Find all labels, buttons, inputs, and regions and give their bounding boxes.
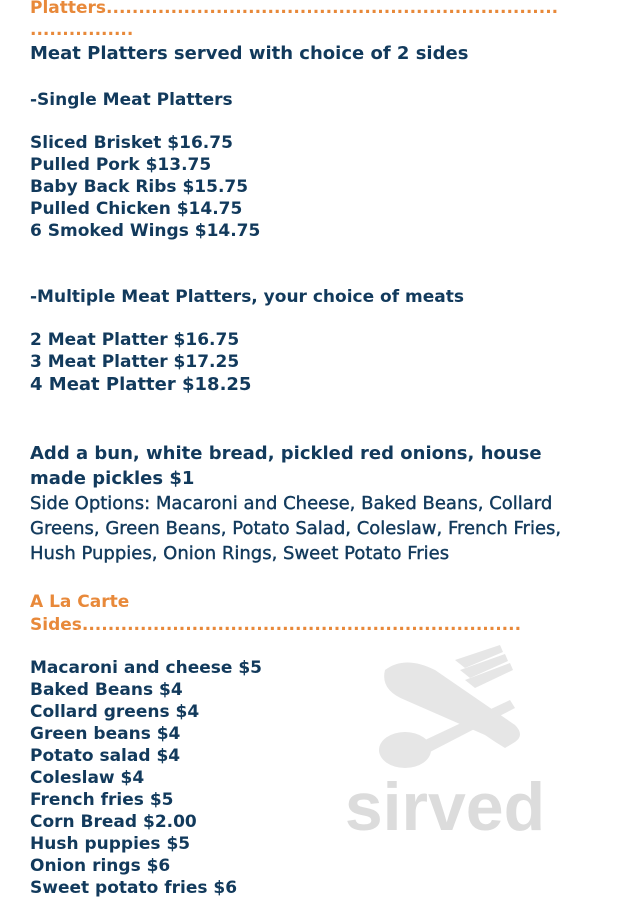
list-item: Sweet potato fries $6 — [30, 878, 238, 898]
fork-spoon-icon — [379, 645, 520, 768]
platters-heading — [30, 0, 558, 18]
multiple-heading: -Multiple Meat Platters, your choice of meats — [30, 287, 465, 307]
single-heading: -Single Meat Platters — [30, 90, 233, 110]
platters-dots-line2: ................ — [30, 20, 134, 40]
sides-dots: .................................................................... — [81, 615, 522, 635]
list-item: Pulled Pork $13.75 — [30, 155, 212, 175]
list-item: Sliced Brisket $16.75 — [30, 133, 233, 153]
sirved-watermark — [325, 630, 565, 840]
list-item: Pulled Chicken $14.75 — [30, 199, 243, 219]
list-item: 2 Meat Platter $16.75 — [30, 330, 240, 350]
list-item: Macaroni and cheese $5 — [30, 658, 262, 678]
list-item: Onion rings $6 — [30, 856, 171, 876]
alacarte-label: A La Carte — [30, 592, 130, 612]
list-item: Baby Back Ribs $15.75 — [30, 177, 249, 197]
served-note: Meat Platters served with choice of 2 sides — [30, 43, 469, 64]
list-item: Baked Beans $4 — [30, 680, 183, 700]
list-item: Potato salad $4 — [30, 746, 181, 766]
list-item: Coleslaw $4 — [30, 768, 145, 788]
side-options: Side Options: Macaroni and Cheese, Baked Beans, Collard Greens, Green Beans, Potato Salad, Coleslaw, French Fries, Hush Puppies, Onion Rings, Sweet Potato Fries — [30, 493, 562, 564]
list-item: Hush puppies $5 — [30, 834, 191, 854]
list-item: 6 Smoked Wings $14.75 — [30, 221, 261, 241]
list-item: 4 Meat Platter $18.25 — [30, 374, 252, 395]
addons-text: Add a bun, white bread, pickled red onions, house made pickles $1 — [30, 443, 542, 489]
platters-label: Platters — [30, 0, 107, 18]
list-item: 3 Meat Platter $17.25 — [30, 352, 240, 372]
list-item: Green beans $4 — [30, 724, 181, 744]
list-item: French fries $5 — [30, 790, 174, 810]
watermark-text: sirved — [344, 769, 546, 840]
list-item: Corn Bread $2.00 — [30, 812, 197, 832]
list-item: Collard greens $4 — [30, 702, 200, 722]
platters-dots: ...................................................................... — [106, 0, 559, 18]
sides-label: Sides — [30, 615, 82, 635]
